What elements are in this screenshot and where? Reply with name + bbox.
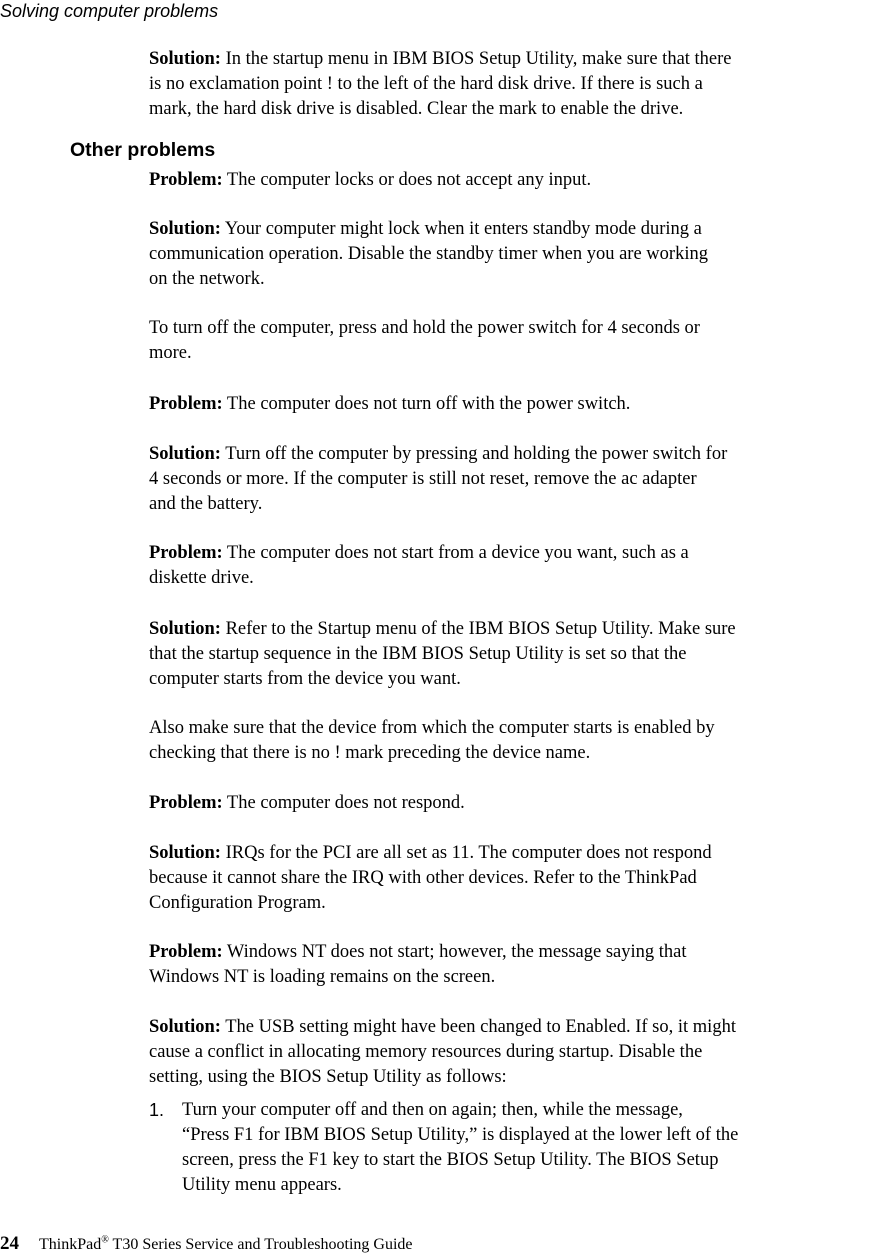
paragraph-line: IRQs for the PCI are all set as 11. The computer does not respond: [220, 843, 712, 863]
paragraph-line: more.: [149, 343, 192, 363]
running-header: Solving computer problems: [0, 1, 219, 21]
section-title: Other problems: [70, 139, 216, 161]
solution-paragraph: [149, 1015, 887, 1090]
paragraph-line: The computer locks or does not accept any input.: [222, 170, 592, 190]
page-footer: [0, 1233, 413, 1255]
solution-label: Solution:: [149, 619, 221, 639]
paragraph-line: Windows NT is loading remains on the screen.: [149, 967, 496, 987]
problem-label: Problem:: [149, 170, 223, 190]
page-number: 24: [0, 1233, 19, 1254]
solution-label: Solution:: [149, 1017, 221, 1037]
problem-paragraph: [149, 541, 887, 591]
problem-paragraph: [149, 168, 887, 193]
paragraph-line: Windows NT does not start; however, the message saying that: [222, 942, 687, 962]
paragraph-line: The computer does not respond.: [222, 793, 465, 813]
solution-paragraph: [149, 217, 887, 292]
paragraph-line: on the network.: [149, 269, 265, 289]
paragraph-line: Your computer might lock when it enters standby mode during a: [220, 219, 702, 239]
book-title-prefix: ThinkPad: [39, 1236, 102, 1253]
paragraph-line: mark, the hard disk drive is disabled. Clear the mark to enable the drive.: [149, 99, 684, 119]
paragraph-line: that the startup sequence in the IBM BIOS Setup Utility is set so that the: [149, 644, 687, 664]
solution-label: Solution:: [149, 49, 221, 69]
paragraph-line: Configuration Program.: [149, 893, 326, 913]
problem-label: Problem:: [149, 543, 223, 563]
problem-label: Problem:: [149, 942, 223, 962]
paragraph-line: In the startup menu in IBM BIOS Setup Utility, make sure that there: [220, 49, 732, 69]
paragraph-line: and the battery.: [149, 494, 263, 514]
book-title: [39, 1236, 413, 1253]
paragraph-line: 4 seconds or more. If the computer is still not reset, remove the ac adapter: [149, 469, 697, 489]
problem-paragraph: [149, 791, 887, 816]
registered-mark: ®: [101, 1234, 109, 1246]
paragraph-line: The USB setting might have been changed to Enabled. If so, it might: [220, 1017, 736, 1037]
problem-paragraph: [149, 940, 887, 990]
solution-label: Solution:: [149, 843, 221, 863]
paragraph-line: Refer to the Startup menu of the IBM BIOS Setup Utility. Make sure: [220, 619, 736, 639]
step-number: 1.: [149, 1100, 165, 1120]
paragraph-line: screen, press the F1 key to start the BIOS Setup Utility. The BIOS Setup: [182, 1150, 719, 1170]
book-title-suffix: T30 Series Service and Troubleshooting Guide: [108, 1236, 413, 1253]
paragraph-line: checking that there is no ! mark preceding the device name.: [149, 743, 591, 763]
paragraph-line: Turn off the computer by pressing and holding the power switch for: [220, 444, 728, 464]
problem-label: Problem:: [149, 793, 223, 813]
solution-label: Solution:: [149, 444, 221, 464]
paragraph-line: Also make sure that the device from which the computer starts is enabled by: [149, 718, 715, 738]
paragraph-line: “Press F1 for IBM BIOS Setup Utility,” is displayed at the lower left of the: [182, 1125, 739, 1145]
paragraph-line: Utility menu appears.: [182, 1175, 342, 1195]
paragraph-line: because it cannot share the IRQ with other devices. Refer to the ThinkPad: [149, 868, 697, 888]
paragraph-line: communication operation. Disable the standby timer when you are working: [149, 244, 708, 264]
solution-paragraph: [149, 442, 887, 517]
note-paragraph: [149, 316, 887, 366]
paragraph-line: The computer does not turn off with the power switch.: [222, 394, 631, 414]
note-paragraph: [149, 716, 887, 766]
problem-label: Problem:: [149, 394, 223, 414]
paragraph-line: Turn your computer off and then on again; then, while the message,: [182, 1100, 683, 1120]
paragraph-line: computer starts from the device you want.: [149, 669, 461, 689]
solution-label: Solution:: [149, 219, 221, 239]
paragraph-line: diskette drive.: [149, 568, 254, 588]
problem-paragraph: [149, 392, 887, 417]
intro-solution-paragraph: [149, 47, 887, 122]
step-text: [182, 1098, 887, 1198]
paragraph-line: setting, using the BIOS Setup Utility as follows:: [149, 1067, 507, 1087]
paragraph-line: To turn off the computer, press and hold the power switch for 4 seconds or: [149, 318, 700, 338]
solution-paragraph: [149, 841, 887, 916]
paragraph-line: The computer does not start from a device you want, such as a: [222, 543, 689, 563]
paragraph-line: is no exclamation point ! to the left of the hard disk drive. If there is such a: [149, 74, 703, 94]
solution-paragraph: [149, 617, 887, 692]
paragraph-line: cause a conflict in allocating memory resources during startup. Disable the: [149, 1042, 703, 1062]
